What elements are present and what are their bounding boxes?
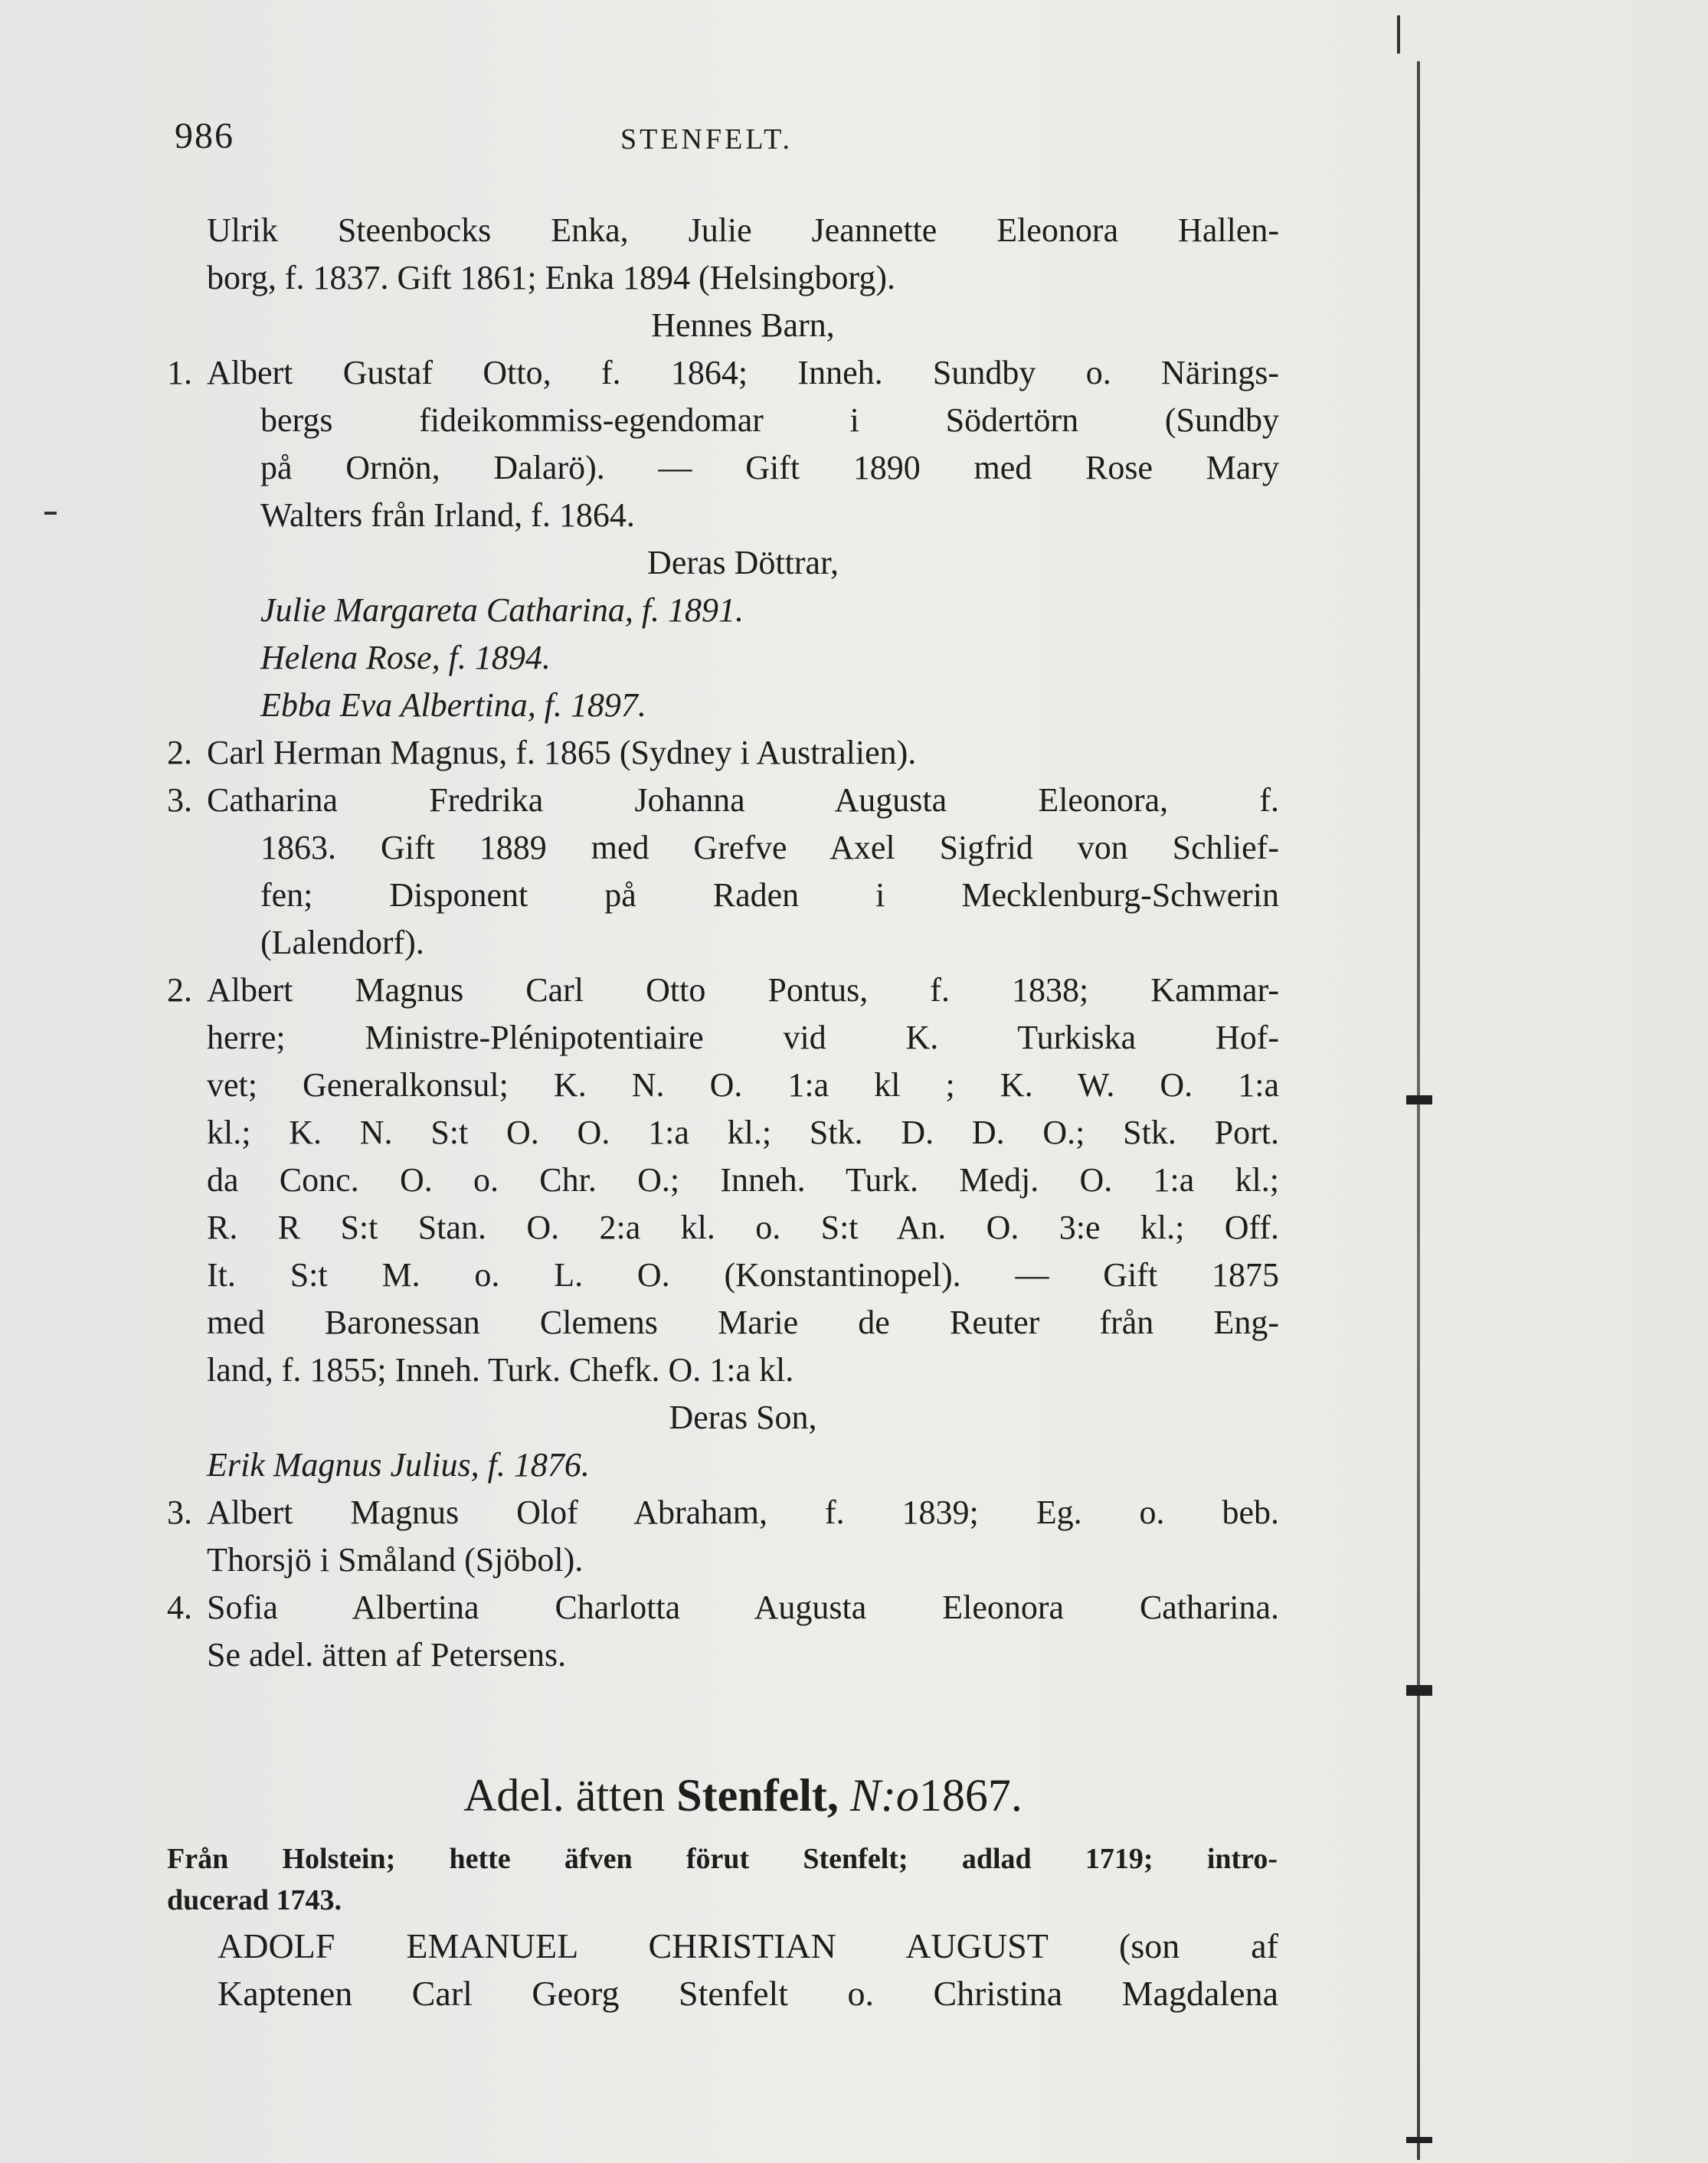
text-line: kl.; K. N. S:t O. O. 1:a kl.; Stk. D. D. O.; Stk. Port. — [207, 1114, 1279, 1151]
entry-text: Albert Gustaf Otto, f. 1864; Inneh. Sundby o. Närings- — [207, 354, 1279, 391]
page-number: 986 — [175, 116, 234, 156]
entry-text: Carl Herman Magnus, f. 1865 (Sydney i Australien). — [207, 734, 917, 771]
text-line: Helena Rose, f. 1894. — [260, 639, 551, 676]
text-line: da Conc. O. o. Chr. O.; Inneh. Turk. Medj. O. 1:a kl.; — [207, 1161, 1279, 1199]
margin-mark — [44, 512, 57, 515]
text-line: 3. Albert Magnus Olof Abraham, f. 1839; Eg. o. beb. — [167, 1494, 1279, 1531]
page-edge-mark — [1397, 15, 1400, 54]
text-line: Se adel. ätten af Petersens. — [207, 1636, 567, 1674]
section-body — [218, 1922, 1278, 2017]
text-line: Från Holstein; hette äfven förut Stenfelt; adlad 1719; intro- — [167, 1843, 1278, 1875]
text-line: vet; Generalkonsul; K. N. O. 1:a kl ; K. W. O. 1:a — [207, 1066, 1279, 1104]
text-line: fen; Disponent på Raden i Mecklenburg-Schwerin — [260, 876, 1279, 914]
section-heading — [207, 1765, 1279, 1826]
text-line: ducerad 1743. — [167, 1884, 342, 1916]
text-line: med Baronessan Clemens Marie de Reuter från Eng- — [207, 1304, 1279, 1341]
text-line: (Lalendorf). — [260, 924, 424, 961]
text-line: Erik Magnus Julius, f. 1876. — [207, 1446, 590, 1484]
book-spine-edge — [1417, 61, 1420, 2160]
running-head: STENFELT. — [620, 123, 793, 155]
edge-tick — [1406, 2137, 1432, 2143]
number-label: N:o — [849, 1770, 919, 1821]
family-name: Stenfelt, — [676, 1770, 839, 1821]
edge-tick — [1406, 1685, 1432, 1696]
subheading: Deras Döttrar, — [647, 544, 839, 581]
text-line: Ulrik Steenbocks Enka, Julie Jeannette Eleonora Hallen- — [207, 211, 1279, 249]
entry-text: Albert Magnus Olof Abraham, f. 1839; Eg. o. beb. — [207, 1494, 1279, 1531]
text-line: R. R S:t Stan. O. 2:a kl. o. S:t An. O. 3:e kl.; Off. — [207, 1209, 1279, 1246]
text-line: Kaptenen Carl Georg Stenfelt o. Christina Magdalena — [218, 1974, 1278, 2013]
text-line: 3. Catharina Fredrika Johanna Augusta Eleonora, f. — [167, 781, 1279, 819]
text-line: Thorsjö i Småland (Sjöbol). — [207, 1541, 584, 1579]
text-line: herre; Ministre-Plénipotentiaire vid K. Turkiska Hof- — [207, 1019, 1279, 1056]
text-line: 1. Albert Gustaf Otto, f. 1864; Inneh. Sundby o. Närings- — [167, 354, 1279, 391]
subheading: Hennes Barn, — [651, 306, 835, 344]
text-line: 1863. Gift 1889 med Grefve Axel Sigfrid von Schlief- — [260, 829, 1279, 866]
text-line: 2. Carl Herman Magnus, f. 1865 (Sydney i Australien). — [167, 734, 917, 771]
text-line: Walters från Irland, f. 1864. — [260, 496, 635, 534]
subheading: Deras Son, — [669, 1399, 817, 1436]
text-line: Julie Margareta Catharina, f. 1891. — [260, 591, 744, 629]
section-intro — [167, 1838, 1278, 1921]
text-line: bergs fideikommiss-egendomar i Södertörn (Sundby — [260, 401, 1279, 439]
text-line: på Ornön, Dalarö). — Gift 1890 med Rose Mary — [260, 449, 1279, 486]
entry-text: Sofia Albertina Charlotta Augusta Eleonora Catharina. — [207, 1589, 1279, 1626]
text-line: borg, f. 1837. Gift 1861; Enka 1894 (Helsingborg). — [207, 259, 896, 296]
edge-tick — [1406, 1095, 1432, 1104]
text-line: land, f. 1855; Inneh. Turk. Chefk. O. 1:a kl. — [207, 1351, 794, 1389]
section-prefix: Adel. ätten — [463, 1770, 666, 1821]
family-number: 1867. — [918, 1770, 1023, 1821]
text-line: Ebba Eva Albertina, f. 1897. — [260, 686, 646, 724]
text-line: 2. Albert Magnus Carl Otto Pontus, f. 1838; Kammar- — [167, 971, 1279, 1009]
body-text — [167, 207, 1279, 1679]
text-line: 4. Sofia Albertina Charlotta Augusta Eleonora Catharina. — [167, 1589, 1279, 1626]
text-line: It. S:t M. o. L. O. (Konstantinopel). — Gift 1875 — [207, 1256, 1279, 1294]
entry-text: Catharina Fredrika Johanna Augusta Eleonora, f. — [207, 781, 1279, 819]
text-line: ADOLF EMANUEL CHRISTIAN AUGUST (son af — [218, 1926, 1278, 1965]
entry-text: Albert Magnus Carl Otto Pontus, f. 1838; Kammar- — [207, 971, 1279, 1009]
